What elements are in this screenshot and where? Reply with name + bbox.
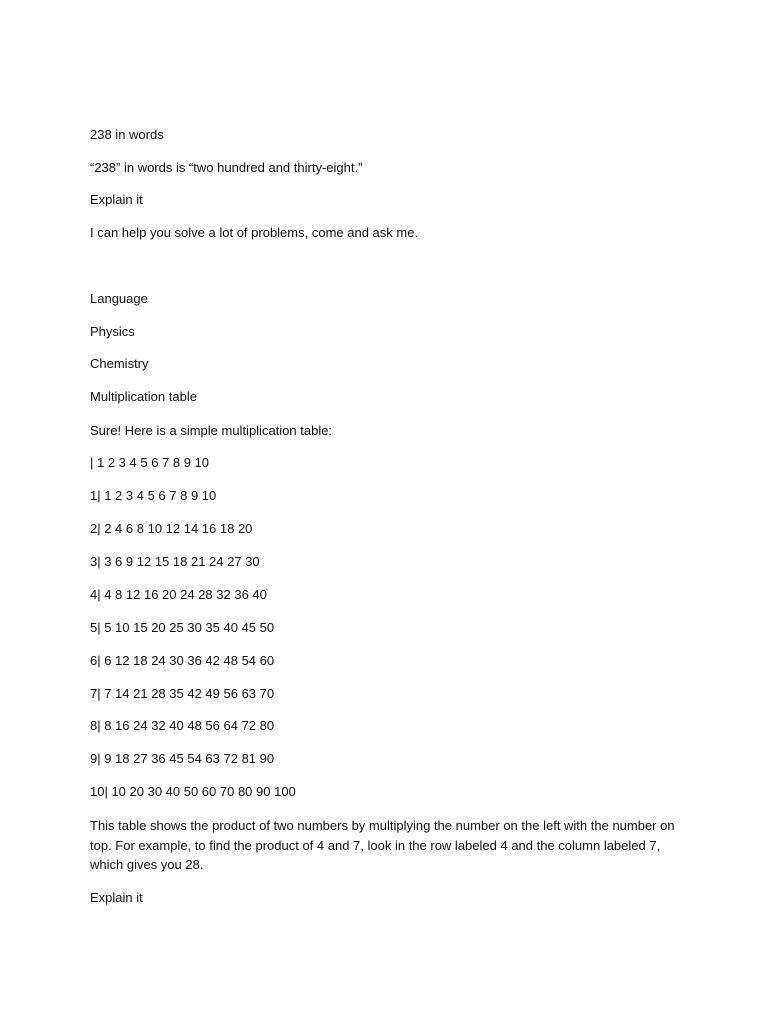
table-row: 8| 8 16 24 32 40 48 56 64 72 80 bbox=[90, 718, 275, 733]
table-row: 2| 2 4 6 8 10 12 14 16 18 20 bbox=[90, 521, 253, 536]
topic-physics: Physics bbox=[90, 324, 135, 339]
table-row: 9| 9 18 27 36 45 54 63 72 81 90 bbox=[90, 751, 275, 766]
table-row: 7| 7 14 21 28 35 42 49 56 63 70 bbox=[90, 686, 275, 701]
document-heading: 238 in words bbox=[90, 127, 164, 142]
table-row: 1| 1 2 3 4 5 6 7 8 9 10 bbox=[90, 488, 217, 503]
explain-it-text: Explain it bbox=[90, 192, 143, 207]
topic-multiplication-table: Multiplication table bbox=[90, 389, 197, 404]
topic-chemistry: Chemistry bbox=[90, 356, 149, 371]
table-row: 6| 6 12 18 24 30 36 42 48 54 60 bbox=[90, 653, 275, 668]
table-row: 5| 5 10 15 20 25 30 35 40 45 50 bbox=[90, 620, 275, 635]
help-text: I can help you solve a lot of problems, come and ask me. bbox=[90, 225, 419, 240]
table-row: 10| 10 20 30 40 50 60 70 80 90 100 bbox=[90, 784, 296, 799]
explain-it-text-2: Explain it bbox=[90, 890, 143, 905]
table-header-row: | 1 2 3 4 5 6 7 8 9 10 bbox=[90, 455, 210, 470]
answer-text: “238” in words is “two hundred and thirty-eight.” bbox=[90, 160, 363, 175]
table-row: 3| 3 6 9 12 15 18 21 24 27 30 bbox=[90, 554, 260, 569]
table-intro: Sure! Here is a simple multiplication table: bbox=[90, 423, 333, 438]
table-row: 4| 4 8 12 16 20 24 28 32 36 40 bbox=[90, 587, 267, 602]
topic-language: Language bbox=[90, 291, 148, 306]
explanation-paragraph: This table shows the product of two numbers by multiplying the number on the left with the number on top. For example, to find the product of 4 and 7, look in the row labeled 4 and the column labeled 7, which gives you 28. bbox=[90, 818, 675, 872]
